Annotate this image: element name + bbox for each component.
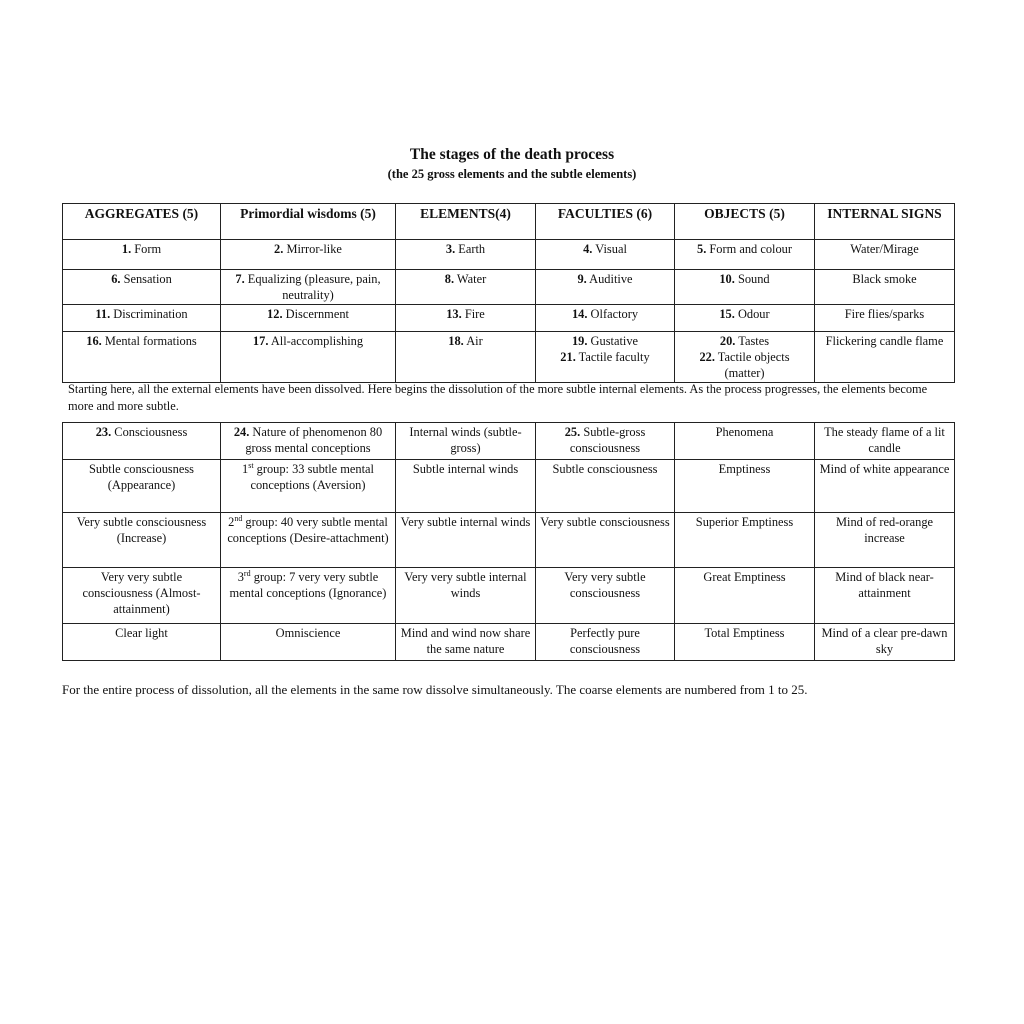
element-number: 5. bbox=[697, 242, 707, 256]
element-number: 11. bbox=[95, 307, 111, 321]
table-cell: 3rd group: 7 very very subtle mental conceptions (Ignorance) bbox=[221, 568, 396, 624]
table-row bbox=[63, 460, 955, 513]
cell-text: Perfectly pure consciousness bbox=[569, 626, 641, 656]
cell-text: Very very subtle internal winds bbox=[404, 570, 527, 600]
cell-text: Odour bbox=[734, 307, 770, 321]
table-cell bbox=[536, 270, 675, 305]
cell-text: Olfactory bbox=[587, 307, 639, 321]
cell-text: Tactile objects (matter) bbox=[714, 350, 790, 380]
footer-note: For the entire process of dissolution, all the elements in the same row dissolve simultaneously. The coarse elements are numbered from 1 to 25. bbox=[62, 682, 808, 697]
table-cell bbox=[815, 513, 955, 568]
element-number: 13. bbox=[446, 307, 462, 321]
cell-text: Flickering candle flame bbox=[825, 334, 944, 348]
column-header: ELEMENTS(4) bbox=[396, 204, 536, 240]
table-cell bbox=[675, 624, 815, 661]
element-number: 12. bbox=[267, 307, 283, 321]
cell-text: Very subtle consciousness (Increase) bbox=[76, 515, 207, 545]
element-number: 10. bbox=[719, 272, 735, 286]
table-cell bbox=[221, 624, 396, 661]
page-subtitle: (the 25 gross elements and the subtle elements) bbox=[387, 167, 637, 181]
table-cell bbox=[221, 332, 396, 383]
table-cell bbox=[63, 332, 221, 383]
cell-text: Mental formations bbox=[101, 334, 197, 348]
table-cell bbox=[536, 513, 675, 568]
table-cell bbox=[63, 270, 221, 305]
table-cell bbox=[815, 423, 955, 460]
table-cell bbox=[675, 305, 815, 332]
table-cell: 2nd group: 40 very subtle mental conceptions (Desire-attachment) bbox=[221, 513, 396, 568]
element-number: 8. bbox=[444, 272, 455, 286]
cell-text: Mind of a clear pre-dawn sky bbox=[821, 626, 948, 656]
table-cell bbox=[396, 423, 536, 460]
cell-text: All-accomplishing bbox=[268, 334, 364, 348]
table-cell bbox=[63, 513, 221, 568]
table-row bbox=[63, 624, 955, 661]
element-number: 20. bbox=[719, 334, 736, 348]
table-cell bbox=[536, 460, 675, 513]
table-cell bbox=[675, 423, 815, 460]
cell-text: Form bbox=[131, 242, 162, 256]
dissolution-note: Starting here, all the external elements have been dissolved. Here begins the dissolution of the more subtle internal elements. As the process progresses, the elements become more and more subtle. bbox=[68, 382, 928, 413]
page-title: The stages of the death process bbox=[409, 146, 615, 163]
table-cell bbox=[63, 423, 221, 460]
cell-text: Total Emptiness bbox=[704, 626, 785, 640]
table-cell bbox=[396, 568, 536, 624]
table-cell bbox=[396, 240, 536, 270]
cell-text: Mind of red-orange increase bbox=[835, 515, 934, 545]
cell-text: Visual bbox=[592, 242, 627, 256]
table-row bbox=[63, 423, 955, 460]
table-row bbox=[63, 568, 955, 624]
cell-text: Internal winds (subtle-gross) bbox=[409, 425, 522, 455]
cell-text: Equalizing (pleasure, pain, neutrality) bbox=[244, 272, 381, 302]
cell-text: Subtle internal winds bbox=[412, 462, 519, 476]
element-number: 22. bbox=[699, 350, 715, 364]
cell-text: Gustative bbox=[587, 334, 639, 348]
cell-text: Fire flies/sparks bbox=[844, 307, 925, 321]
table-cell bbox=[396, 332, 536, 383]
cell-text: Superior Emptiness bbox=[695, 515, 794, 529]
cell-text: Water/Mirage bbox=[850, 242, 919, 256]
cell-text: The steady flame of a lit candle bbox=[824, 425, 945, 455]
cell-text: Sensation bbox=[120, 272, 172, 286]
table-cell bbox=[815, 270, 955, 305]
cell-text: Auditive bbox=[586, 272, 633, 286]
table-cell bbox=[536, 624, 675, 661]
table-cell bbox=[675, 460, 815, 513]
cell-text: Nature of phenomenon 80 gross mental conceptions bbox=[245, 425, 383, 455]
cell-text: Form and colour bbox=[706, 242, 792, 256]
element-number: 14. bbox=[571, 307, 588, 321]
element-number: 21. bbox=[560, 350, 576, 364]
table-cell bbox=[675, 568, 815, 624]
table-row bbox=[63, 270, 955, 305]
cell-text: Subtle consciousness bbox=[552, 462, 658, 476]
element-number: 15. bbox=[719, 307, 735, 321]
table-header-row bbox=[63, 204, 955, 240]
cell-text: Clear light bbox=[115, 626, 168, 640]
table-cell bbox=[815, 240, 955, 270]
table-cell bbox=[396, 513, 536, 568]
table-cell bbox=[63, 305, 221, 332]
cell-text: Phenomena bbox=[715, 425, 774, 439]
table-cell bbox=[63, 460, 221, 513]
table-cell bbox=[396, 305, 536, 332]
cell-text: Discrimination bbox=[110, 307, 188, 321]
cell-text: Air bbox=[463, 334, 483, 348]
gross-elements-table bbox=[62, 203, 955, 383]
cell-text: Subtle consciousness (Appearance) bbox=[89, 462, 194, 492]
table-cell bbox=[221, 240, 396, 270]
cell-text: Mind of black near-attainment bbox=[835, 570, 934, 600]
cell-text: group: 40 very subtle mental conceptions (Desire-attachment) bbox=[227, 515, 389, 545]
element-number: 7. bbox=[235, 272, 245, 286]
table-cell bbox=[536, 423, 675, 460]
element-number: 19. bbox=[571, 334, 588, 348]
column-header: INTERNAL SIGNS bbox=[815, 204, 955, 240]
cell-text: Very very subtle consciousness (Almost-attainment) bbox=[82, 570, 201, 616]
table-cell bbox=[221, 270, 396, 305]
table-cell bbox=[675, 240, 815, 270]
element-number: 17. bbox=[252, 334, 269, 348]
cell-text: Tactile faculty bbox=[575, 350, 650, 364]
table-cell bbox=[815, 332, 955, 383]
table-cell bbox=[675, 513, 815, 568]
cell-text: Earth bbox=[455, 242, 486, 256]
element-number: 1. bbox=[121, 242, 132, 256]
subtle-elements-table bbox=[62, 422, 955, 661]
cell-text: Very very subtle consciousness bbox=[564, 570, 646, 600]
element-number: 23. bbox=[95, 425, 112, 439]
element-number: 25. bbox=[564, 425, 581, 439]
cell-text: Discernment bbox=[282, 307, 349, 321]
table-cell bbox=[63, 568, 221, 624]
table-cell bbox=[396, 460, 536, 513]
table-cell bbox=[815, 305, 955, 332]
table-row bbox=[63, 240, 955, 270]
table-cell bbox=[815, 624, 955, 661]
element-number: 18. bbox=[448, 334, 464, 348]
element-number: 16. bbox=[86, 334, 102, 348]
cell-text: Emptiness bbox=[718, 462, 771, 476]
table-cell bbox=[815, 460, 955, 513]
column-header: OBJECTS (5) bbox=[675, 204, 815, 240]
cell-text: Consciousness bbox=[111, 425, 188, 439]
cell-text: Very subtle internal winds bbox=[400, 515, 531, 529]
table-cell bbox=[675, 270, 815, 305]
cell-text: Mind and wind now share the same nature bbox=[400, 626, 531, 656]
table-cell bbox=[815, 568, 955, 624]
table-cell bbox=[221, 423, 396, 460]
cell-text: Sound bbox=[734, 272, 770, 286]
cell-text: Black smoke bbox=[852, 272, 917, 286]
cell-text: Mind of white appearance bbox=[819, 462, 950, 476]
element-number: 24. bbox=[233, 425, 250, 439]
table-cell bbox=[536, 332, 675, 383]
cell-text: Very subtle consciousness bbox=[540, 515, 670, 529]
table-row bbox=[63, 305, 955, 332]
table-cell bbox=[675, 332, 815, 383]
element-number: 4. bbox=[583, 242, 593, 256]
table-cell bbox=[63, 624, 221, 661]
element-number: 3. bbox=[445, 242, 456, 256]
table-cell: 1st group: 33 subtle mental conceptions (Aversion) bbox=[221, 460, 396, 513]
table-cell bbox=[396, 624, 536, 661]
table-cell bbox=[536, 240, 675, 270]
cell-text: group: 7 very very subtle mental conceptions (Ignorance) bbox=[229, 570, 387, 600]
table-row bbox=[63, 332, 955, 383]
cell-text: Mirror-like bbox=[283, 242, 342, 256]
table-cell bbox=[396, 270, 536, 305]
table-cell bbox=[536, 305, 675, 332]
cell-text: Subtle-gross consciousness bbox=[569, 425, 646, 455]
element-number: 6. bbox=[111, 272, 121, 286]
table-row bbox=[63, 513, 955, 568]
cell-text: Great Emptiness bbox=[703, 570, 786, 584]
column-header: Primordial wisdoms (5) bbox=[221, 204, 396, 240]
table-cell bbox=[221, 305, 396, 332]
cell-text: Water bbox=[454, 272, 487, 286]
element-number: 2. bbox=[274, 242, 284, 256]
cell-text: Fire bbox=[461, 307, 485, 321]
column-header: FACULTIES (6) bbox=[536, 204, 675, 240]
cell-text: Omniscience bbox=[275, 626, 341, 640]
cell-text: Tastes bbox=[735, 334, 770, 348]
cell-text: group: 33 subtle mental conceptions (Aversion) bbox=[250, 462, 374, 492]
column-header: AGGREGATES (5) bbox=[63, 204, 221, 240]
element-number: 9. bbox=[577, 272, 587, 286]
table-cell bbox=[536, 568, 675, 624]
table-cell bbox=[63, 240, 221, 270]
